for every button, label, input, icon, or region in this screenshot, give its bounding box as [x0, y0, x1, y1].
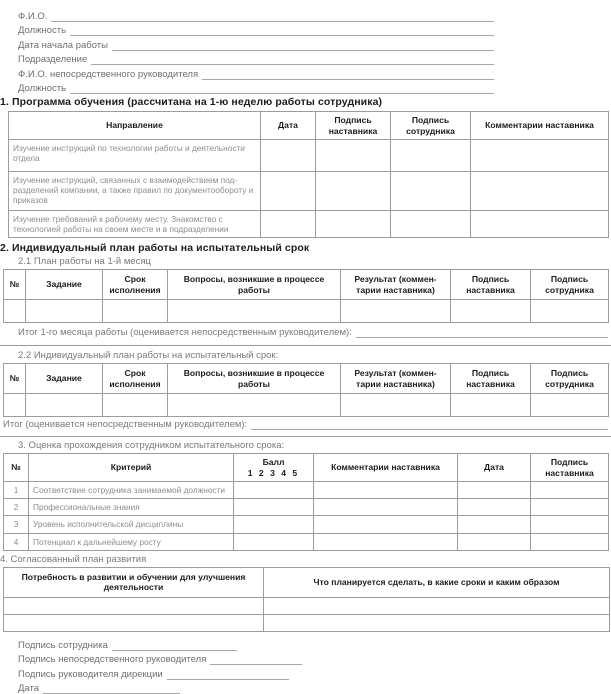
row-number: 2 — [4, 499, 29, 516]
empty-cell — [458, 482, 531, 499]
score-scale: 1 2 3 4 5 — [247, 467, 300, 478]
table-row — [9, 172, 609, 211]
empty-cell — [458, 533, 531, 550]
empty-cell — [4, 597, 264, 614]
table-row — [4, 597, 610, 614]
fill-line — [202, 69, 494, 80]
empty-cell — [261, 211, 316, 238]
empty-cell — [103, 394, 168, 417]
empty-cell — [458, 516, 531, 533]
field-supervisor-fio — [18, 65, 494, 80]
direction-cell: Изучение инструкций по технологии работы и деятельности отдела — [9, 140, 261, 172]
column-header: Результат (комментарии наставника) — [341, 364, 451, 394]
section4-title: 4. Согласованный план развития — [0, 553, 147, 565]
empty-cell — [314, 482, 458, 499]
section3-title: 3. Оценка прохождения сотрудником испытательного срока: — [18, 440, 285, 452]
column-header: № — [4, 364, 26, 394]
result-label: Итог (оценивается непосредственным руководителем): — [3, 419, 248, 431]
direction-cell: Изучение требований к рабочему месту. Знакомство с технологией работы на своем месте и в подразделении — [9, 211, 261, 238]
field-label: Подпись непосредственного руководителя — [18, 654, 207, 666]
column-header-score — [234, 454, 314, 482]
column-header: Направление — [9, 112, 261, 140]
field-label: Должность — [18, 25, 67, 36]
field-label: Подпись сотрудника — [18, 639, 108, 651]
column-header: Комментарии наставника — [314, 454, 458, 482]
empty-cell — [391, 172, 471, 211]
column-header: Результат (комментарии наставника) — [341, 270, 451, 300]
divider — [0, 436, 611, 437]
empty-cell — [316, 211, 391, 238]
empty-cell — [341, 300, 451, 323]
column-header: Дата — [458, 454, 531, 482]
table-row — [4, 499, 609, 516]
column-header: Задание — [26, 270, 103, 300]
column-header: Подпись сотрудника — [531, 270, 609, 300]
column-header: Подпись сотрудника — [531, 364, 609, 394]
field-department — [18, 51, 494, 66]
field-label: Ф.И.О. — [18, 10, 48, 22]
empty-cell — [471, 172, 609, 211]
field-label: Дата начала работы — [18, 39, 108, 51]
empty-cell — [471, 211, 609, 238]
table-header-row — [4, 454, 609, 482]
column-header: Подпись наставника — [451, 270, 531, 300]
criterion-cell: Уровень исполнительской дисциплины — [29, 516, 234, 533]
fill-line — [210, 654, 302, 665]
empty-cell — [391, 140, 471, 172]
section1-title: 1. Программа обучения (рассчитана на 1-ю неделю работы сотрудника) — [0, 96, 383, 108]
row-number: 3 — [4, 516, 29, 533]
table-row — [9, 140, 609, 172]
empty-cell — [531, 533, 609, 550]
empty-cell — [471, 140, 609, 172]
empty-cell — [314, 533, 458, 550]
director-signature-line — [18, 665, 611, 679]
empty-cell — [234, 516, 314, 533]
table-row — [4, 482, 609, 499]
section2-title: 2. Индивидуальный план работы на испытательный срок — [0, 242, 310, 255]
result-label: Итог 1-го месяца работы (оценивается непосредственным руководителем): — [18, 327, 352, 339]
divider — [0, 345, 611, 346]
fill-line — [70, 83, 494, 94]
fill-line — [112, 40, 494, 51]
field-label: Подпись руководителя дирекции — [18, 668, 163, 680]
criterion-cell: Профессиональные знания — [29, 499, 234, 516]
empty-cell — [4, 394, 26, 417]
header-fields — [18, 7, 494, 94]
criterion-cell: Потенциал к дальнейшему росту — [29, 533, 234, 550]
field-position — [18, 22, 494, 37]
empty-cell — [264, 597, 610, 614]
section2-1-subtitle: 2.1 План работы на 1-й месяц — [18, 256, 151, 268]
fill-line — [251, 419, 608, 430]
fill-line — [70, 25, 494, 36]
empty-cell — [531, 394, 609, 417]
column-header: Подпись наставника — [531, 454, 609, 482]
empty-cell — [168, 394, 341, 417]
table-row — [9, 211, 609, 238]
month1-result-line — [18, 327, 608, 338]
month1-plan-table — [3, 269, 609, 323]
field-label: Подразделение — [18, 54, 88, 65]
probation-result-line — [3, 419, 608, 430]
fill-line — [167, 669, 289, 680]
table-row — [4, 516, 609, 533]
empty-cell — [4, 614, 264, 631]
empty-cell — [316, 140, 391, 172]
field-label: Дата — [18, 682, 40, 694]
row-number: 1 — [4, 482, 29, 499]
column-header: Срок исполнения — [103, 270, 168, 300]
development-plan-table — [3, 567, 610, 632]
fill-line — [356, 327, 608, 338]
column-header: Срок исполнения — [103, 364, 168, 394]
field-label: Ф.И.О. непосредственного руководителя — [18, 68, 199, 80]
signature-block — [18, 637, 611, 694]
direction-cell: Изучение инструкций, связанных с взаимодействием подразделений компании, а также правил по документообороту и приказов — [9, 172, 261, 211]
empty-cell — [26, 394, 103, 417]
column-header: № — [4, 270, 26, 300]
empty-cell — [451, 394, 531, 417]
field-fio — [18, 7, 494, 22]
empty-cell — [314, 516, 458, 533]
column-header: Подпись сотрудника — [391, 112, 471, 140]
column-header: Комментарии наставника — [471, 112, 609, 140]
empty-cell — [234, 533, 314, 550]
empty-cell — [451, 300, 531, 323]
empty-cell — [4, 300, 26, 323]
table-header-row — [4, 364, 609, 394]
empty-cell — [531, 300, 609, 323]
field-start-date — [18, 36, 494, 51]
empty-cell — [341, 394, 451, 417]
empty-cell — [261, 140, 316, 172]
column-header: Подпись наставника — [451, 364, 531, 394]
evaluation-table — [3, 453, 609, 550]
empty-cell — [314, 499, 458, 516]
probation-plan-table — [3, 363, 609, 417]
criterion-cell: Соответствие сотрудника занимаемой должности — [29, 482, 234, 499]
empty-cell — [458, 499, 531, 516]
column-header: Вопросы, возникшие в процессе работы — [168, 270, 341, 300]
table-row — [4, 300, 609, 323]
column-header: № — [4, 454, 29, 482]
employee-signature-line — [18, 637, 611, 651]
empty-cell — [531, 482, 609, 499]
field-supervisor-position — [18, 80, 494, 95]
empty-cell — [316, 172, 391, 211]
empty-cell — [26, 300, 103, 323]
empty-cell — [264, 614, 610, 631]
empty-cell — [168, 300, 341, 323]
empty-cell — [103, 300, 168, 323]
fill-line — [112, 640, 237, 651]
table-header-row — [4, 270, 609, 300]
table-row — [4, 533, 609, 550]
table-header-row — [9, 112, 609, 140]
row-number: 4 — [4, 533, 29, 550]
empty-cell — [391, 211, 471, 238]
empty-cell — [234, 499, 314, 516]
fill-line — [51, 11, 494, 22]
column-header: Дата — [261, 112, 316, 140]
column-header: Потребность в развитии и обучении для улучшения деятельности — [4, 567, 264, 597]
score-label: Балл — [262, 457, 285, 468]
column-header: Критерий — [29, 454, 234, 482]
section2-2-subtitle: 2.2 Индивидуальный план работы на испытательный срок: — [18, 350, 279, 362]
table-row — [4, 394, 609, 417]
column-header: Подпись наставника — [316, 112, 391, 140]
date-line — [18, 680, 611, 694]
empty-cell — [261, 172, 316, 211]
training-program-table — [8, 111, 609, 238]
column-header: Задание — [26, 364, 103, 394]
column-header: Вопросы, возникшие в процессе работы — [168, 364, 341, 394]
empty-cell — [531, 516, 609, 533]
fill-line — [43, 683, 180, 694]
supervisor-signature-line — [18, 651, 611, 665]
table-header-row — [4, 567, 610, 597]
table-row — [4, 614, 610, 631]
empty-cell — [234, 482, 314, 499]
column-header: Что планируется сделать, в какие сроки и каким образом — [264, 567, 610, 597]
field-label: Должность — [18, 83, 67, 94]
fill-line — [91, 54, 494, 65]
empty-cell — [531, 499, 609, 516]
